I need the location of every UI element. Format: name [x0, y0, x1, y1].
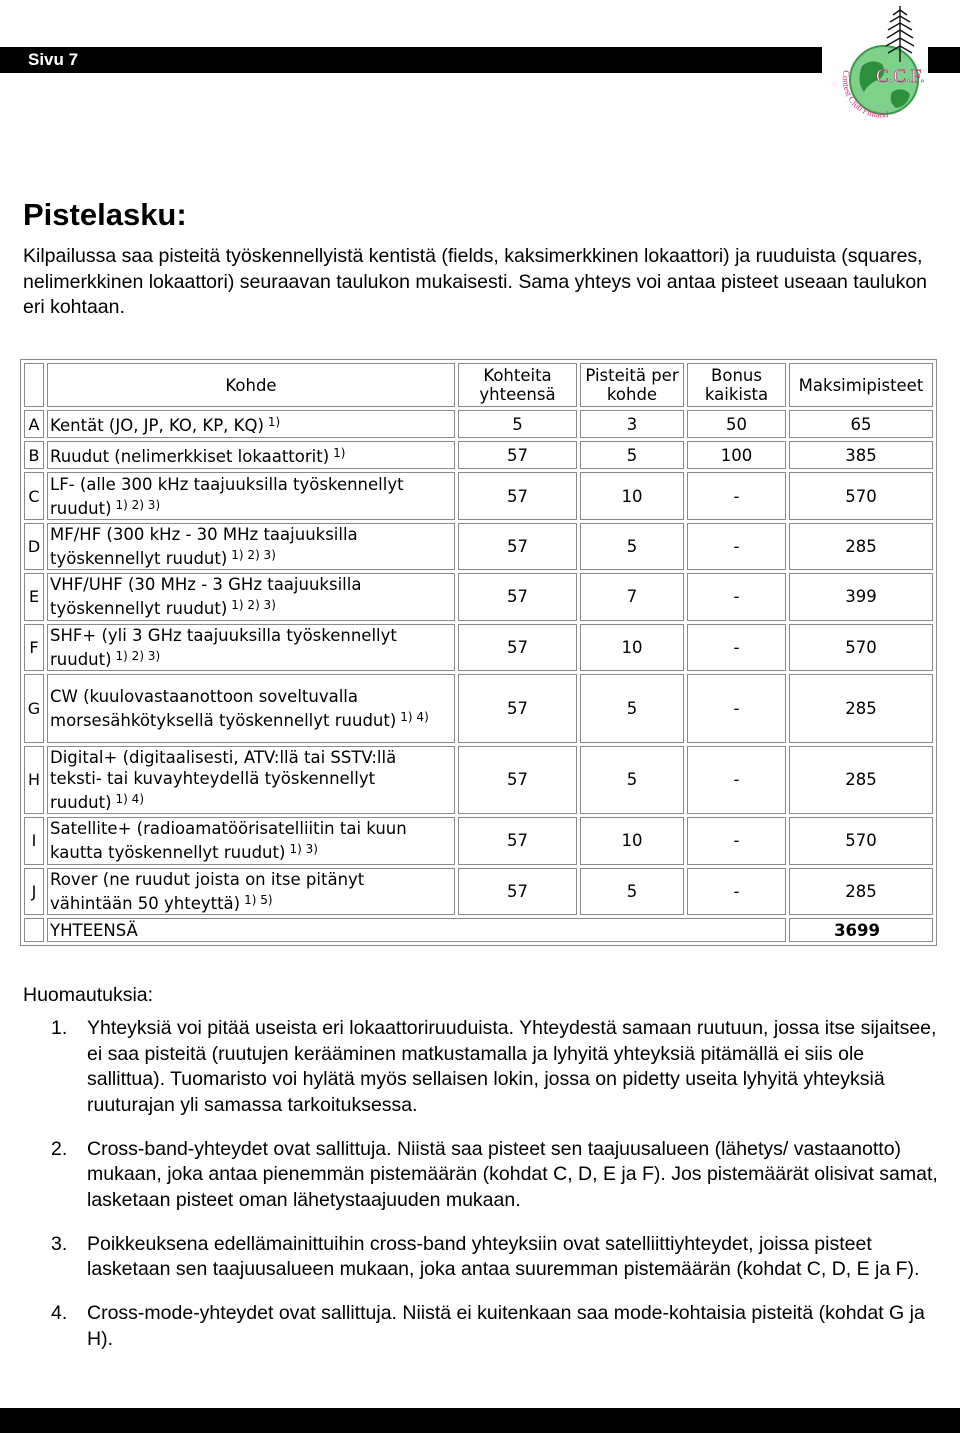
row-count: 57: [458, 624, 577, 671]
row-description: [47, 817, 455, 864]
table-row: [24, 674, 933, 743]
row-count: 57: [458, 523, 577, 570]
row-bonus: 50: [687, 410, 786, 438]
row-description-text: LF- (alle 300 kHz taajuuksilla työskennellyt ruudut): [50, 474, 404, 518]
row-bonus: -: [687, 674, 786, 743]
row-points: 5: [580, 674, 684, 743]
table-row: [24, 410, 933, 438]
note-number: 1.: [51, 1017, 68, 1039]
table-row: [24, 868, 933, 915]
row-max: 65: [789, 410, 933, 438]
note-number: 3.: [51, 1232, 68, 1255]
note-text: Poikkeuksena edellämainittuihin cross-band yhteyksiin ovat satelliittiyhteydet, joissa pisteet lasketaan sen taajuusalueen mukaan, joka antaa suuremman pistemäärän (kohdat C, D, E ja F).: [87, 1232, 920, 1280]
row-bonus: -: [687, 868, 786, 915]
row-bonus: -: [687, 624, 786, 671]
row-points: 5: [580, 523, 684, 570]
row-footnote-refs: 1) 5): [244, 892, 273, 907]
row-max: 285: [789, 868, 933, 915]
table-row: [24, 573, 933, 620]
row-description: [47, 410, 455, 438]
row-letter: D: [24, 523, 44, 570]
row-letter: E: [24, 573, 44, 620]
row-footnote-refs: 1) 2) 3): [115, 648, 161, 663]
row-footnote-refs: 1): [333, 446, 346, 461]
row-description: [47, 746, 455, 815]
table-row: [24, 472, 933, 519]
header-points: Pisteitä per kohde: [580, 363, 684, 407]
page-footer-bar: [0, 1408, 960, 1433]
row-max: 385: [789, 441, 933, 469]
row-bonus: -: [687, 472, 786, 519]
row-description: [47, 573, 455, 620]
row-description: [47, 441, 455, 469]
row-count: 57: [458, 817, 577, 864]
row-footnote-refs: 1) 4): [400, 709, 429, 724]
row-max: 399: [789, 573, 933, 620]
row-letter: J: [24, 868, 44, 915]
row-letter: C: [24, 472, 44, 519]
notes-heading: Huomautuksia:: [23, 984, 154, 1006]
note-text: Yhteyksiä voi pitää useista eri lokaattoriruuduista. Yhteydestä samaan ruutuun, jossa itse sijaitsee, ei saa pisteitä (ruutujen kerääminen matkustamalla ja lyhyitä yhteyksiä pitämällä ei siis ole sallittua). Tuomaristo voi hylätä myös sellaisen lokin, jossa on pidetty useita lyhyitä yhteyksiä ruuturajan yli samassa tarkoituksessa.: [87, 1017, 937, 1116]
globe-tree-icon: [822, 0, 928, 125]
row-bonus: 100: [687, 441, 786, 469]
logo-ring-text: Contest Club Finland: [840, 69, 889, 120]
row-footnote-refs: 1) 3): [289, 842, 318, 857]
row-count: 57: [458, 746, 577, 815]
page-header-bar: [0, 47, 960, 73]
row-points: 10: [580, 472, 684, 519]
table-row: [24, 817, 933, 864]
total-blank-cell: [24, 918, 44, 942]
note-number: 4.: [51, 1302, 68, 1324]
row-bonus: -: [687, 523, 786, 570]
row-points: 5: [580, 868, 684, 915]
row-points: 3: [580, 410, 684, 438]
row-points: 10: [580, 624, 684, 671]
table-row: [24, 746, 933, 815]
row-bonus: -: [687, 746, 786, 815]
row-letter: H: [24, 746, 44, 815]
row-max: 570: [789, 472, 933, 519]
row-max: 570: [789, 817, 933, 864]
note-number: 2.: [51, 1137, 68, 1160]
row-bonus: -: [687, 573, 786, 620]
row-footnote-refs: 1) 2) 3): [115, 497, 161, 512]
row-max: 285: [789, 746, 933, 815]
note-item: [23, 1016, 938, 1118]
row-footnote-refs: 1) 2) 3): [231, 598, 276, 613]
row-description-text: Kentät (JO, JP, KO, KP, KQ): [50, 416, 264, 436]
logo-text: C.C.F.: [876, 66, 925, 87]
page-title: Pistelasku:: [23, 197, 187, 232]
row-letter: B: [24, 441, 44, 469]
total-label: YHTEENSÄ: [47, 918, 786, 942]
row-letter: I: [24, 817, 44, 864]
club-logo: [822, 0, 928, 125]
row-letter: G: [24, 674, 44, 743]
notes-list: [23, 1016, 938, 1371]
note-item: [23, 1137, 938, 1214]
row-count: 57: [458, 868, 577, 915]
total-max: 3699: [789, 918, 933, 942]
row-description: [47, 868, 455, 915]
row-letter: A: [24, 410, 44, 438]
row-description-text: Ruudut (nelimerkkiset lokaattorit): [50, 447, 330, 467]
row-count: 5: [458, 410, 577, 438]
header-count: Kohteita yhteensä: [458, 363, 577, 407]
row-count: 57: [458, 573, 577, 620]
row-description-text: Rover (ne ruudut joista on itse pitänyt vähintään 50 yhteyttä): [50, 869, 365, 913]
table-row: [24, 624, 933, 671]
note-item: [23, 1301, 938, 1352]
page-number: Sivu 7: [28, 50, 79, 69]
row-description-text: MF/HF (300 kHz - 30 MHz taajuuksilla työskennellyt ruudut): [50, 525, 358, 569]
row-count: 57: [458, 472, 577, 519]
row-footnote-refs: 1) 4): [115, 791, 144, 806]
row-max: 285: [789, 674, 933, 743]
row-count: 57: [458, 674, 577, 743]
row-description-text: Satellite+ (radioamatöörisatelliitin tai kuun kautta työskennellyt ruudut): [50, 819, 407, 863]
row-footnote-refs: 1): [267, 415, 281, 430]
row-description-text: CW (kuulovastaanottoon soveltuvalla morsesähkötyksellä työskennellyt ruudut): [50, 686, 397, 730]
row-footnote-refs: 1) 2) 3): [231, 548, 276, 563]
note-text: Cross-band-yhteydet ovat sallittuja. Niistä saa pisteet sen taajuusalueen (lähetys/ vastaanotto) mukaan, joka antaa pienemmän pistemäärän (kohdat C, D, E ja F). Jos pistemäärät olisivat samat, lasketaan pisteet oman lähetystaajuuden mukaan.: [87, 1137, 938, 1211]
note-text: Cross-mode-yhteydet ovat sallittuja. Niistä ei kuitenkaan saa mode-kohtaisia pisteitä (kohdat G ja H).: [87, 1302, 925, 1350]
scoring-table-frame: [20, 359, 937, 946]
row-description-text: SHF+ (yli 3 GHz taajuuksilla työskennellyt ruudut): [50, 625, 397, 669]
row-description-text: Digital+ (digitaalisesti, ATV:llä tai SSTV:llä teksti- tai kuvayhteydellä työskennellyt ruudut): [50, 747, 397, 812]
row-letter: F: [24, 624, 44, 671]
row-points: 5: [580, 441, 684, 469]
row-description: [47, 472, 455, 519]
row-points: 7: [580, 573, 684, 620]
row-bonus: -: [687, 817, 786, 864]
header-kohde: Kohde: [47, 363, 455, 407]
row-max: 570: [789, 624, 933, 671]
header-blank-cell: [24, 363, 44, 407]
row-description: [47, 624, 455, 671]
note-item: [23, 1232, 938, 1283]
row-description-text: VHF/UHF (30 MHz - 3 GHz taajuuksilla työskennellyt ruudut): [50, 575, 362, 619]
table-row: [24, 441, 933, 469]
intro-paragraph: Kilpailussa saa pisteitä työskennellyistä kentistä (fields, kaksimerkkinen lokaattori) ja ruuduista (squares, nelimerkkinen lokaattori) seuraavan taulukon mukaisesti. Sama yhteys voi antaa pisteet useaan taulukon eri kohtaan.: [23, 245, 928, 318]
row-description: [47, 523, 455, 570]
scoring-table: [21, 360, 936, 945]
header-bonus: Bonus kaikista: [687, 363, 786, 407]
row-max: 285: [789, 523, 933, 570]
row-count: 57: [458, 441, 577, 469]
row-points: 5: [580, 746, 684, 815]
row-description: [47, 674, 455, 743]
row-points: 10: [580, 817, 684, 864]
table-row: [24, 523, 933, 570]
header-max: Maksimipisteet: [789, 363, 933, 407]
